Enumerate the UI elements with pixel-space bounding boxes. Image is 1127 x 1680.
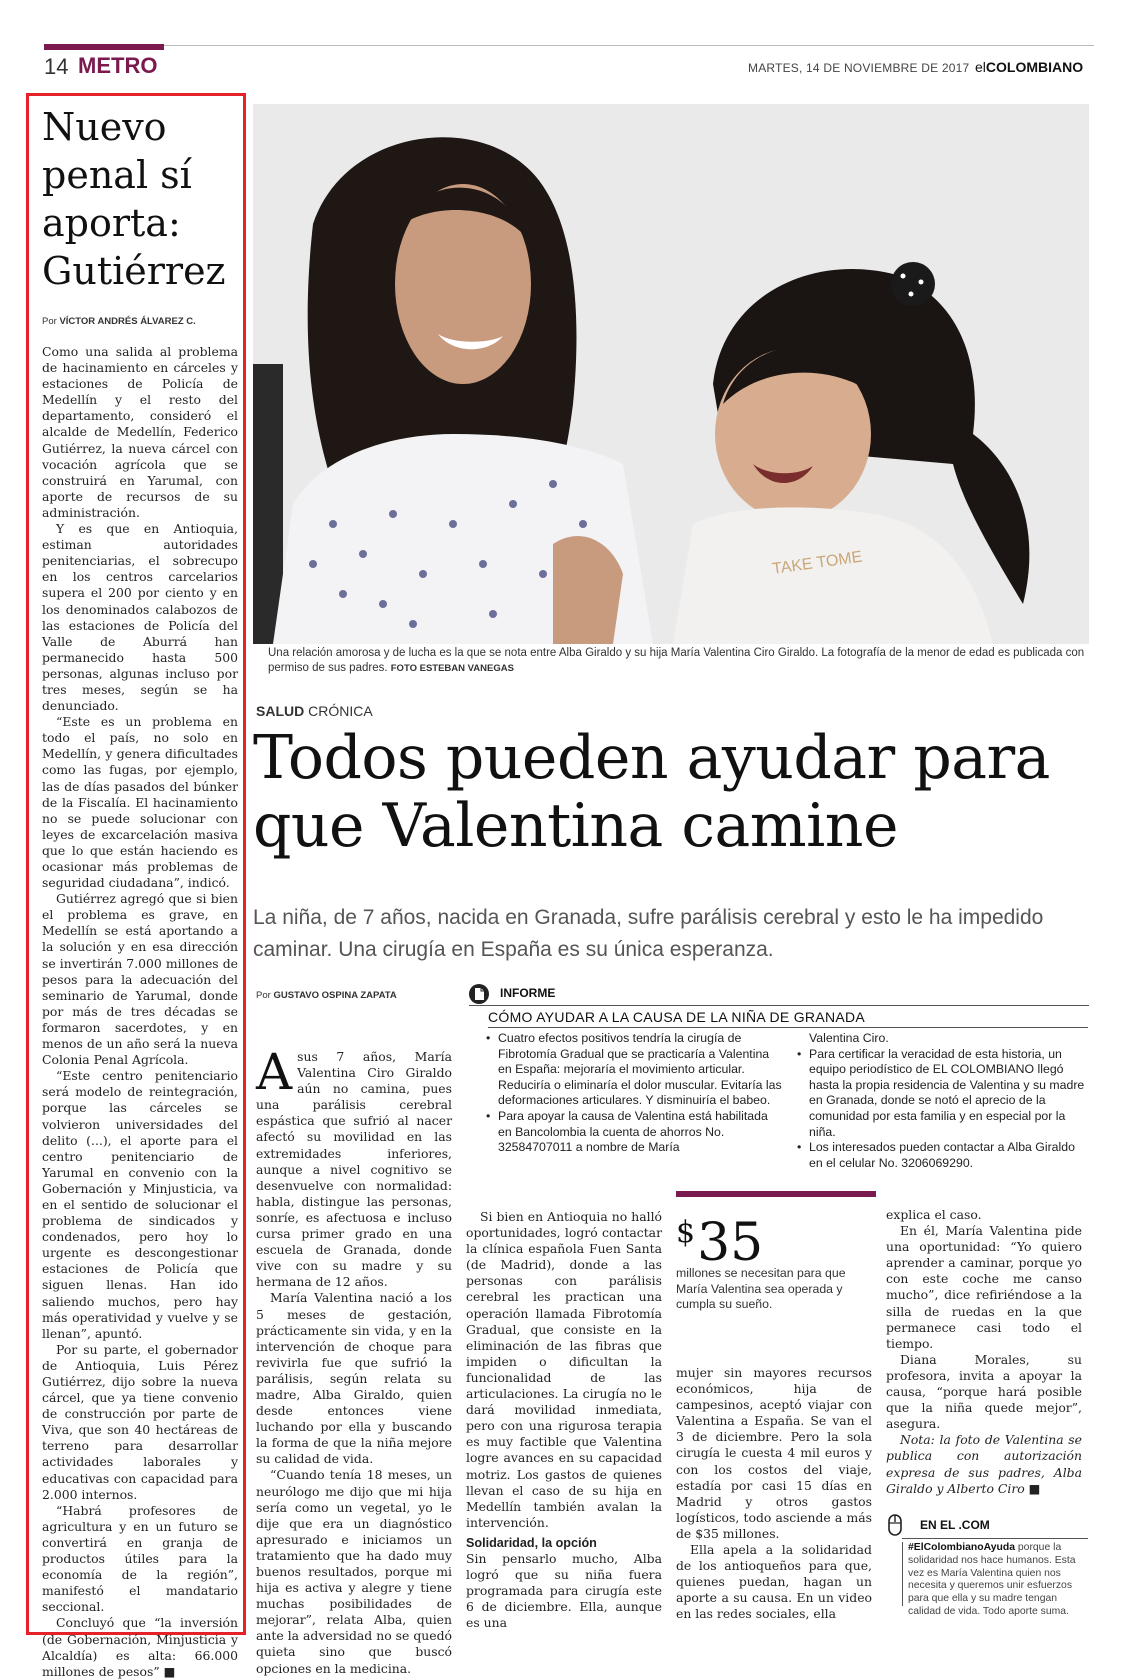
en-el-com-text: [902, 1542, 1090, 1619]
en-el-com-body: porque la solidaridad nos hace humanos. Esta vez es María Valentina quien nos necesita y queremos unir esfuerzos para que ella y su madre tengan calidad de vida. Todo aporte suma.: [908, 1542, 1076, 1617]
mouse-icon: [886, 1513, 904, 1537]
main-photo: [253, 104, 1089, 644]
en-el-com-rule: [902, 1538, 1088, 1539]
caption-text: Una relación amorosa y de lucha es la que se nota entre Alba Giraldo y su hija María Valentina Ciro Giraldo. La fotografía de la menor de edad es publicada con permiso de sus padres.: [268, 647, 1085, 674]
story-column-4: [886, 1207, 1082, 1497]
paragraph: Gutiérrez agregó que si bien el problema es grave, en Medellín se está aportando a la solución y en esa dirección se invertirán 7.000 millones de pesos para la adecuación del seminario de Yarumal, donde por más de tres décadas se formaron sacerdotes, y en menos de un año será la nueva Colonia Penal Agrícola.: [42, 891, 238, 1068]
story-section-label: [256, 703, 373, 719]
masthead-name: COLOMBIANO: [985, 59, 1084, 75]
publication-date: MARTES, 14 DE NOVIEMBRE DE 2017: [748, 61, 970, 75]
paragraph: “Cuando tenía 18 meses, un neurólogo me dijo que mi hija sería como un vegetal, yo le dije que era un diagnóstico apresurado e iniciamos un tratamiento que ha dado muy buenos resultados, porque mi hija es activa y alegre y tiene muchas posibilidades de mejorar”, relata Alba, quien ante la adversidad no se quedó quieta sino que buscó opciones en la medicina.: [256, 1467, 452, 1676]
main-subhead: La niña, de 7 años, nacida en Granada, sufre parálisis cerebral y esto le ha impedido caminar. Una cirugía en España es su única esperanza.: [253, 906, 1044, 961]
byline-author: VÍCTOR ANDRÉS ÁLVAREZ C.: [59, 316, 196, 327]
paragraph: Si bien en Antioquia no halló oportunidades, logró contactar la clínica española Fuen Santa (de Madrid), donde a las personas con parálisis cerebral les practican una operación llamada Fibrotomía Gradual, que consiste en la eliminación de las fibras que impiden o dificultan la funcionalidad de las articulaciones. La cirugía no le dará movilidad inmediata, pero con una rigurosa terapia es muy factible que Valentina logre avances en su capacidad motriz. Los gastos de quienes llevan el caso de su hija en Medellín también avalan la intervención.: [466, 1209, 662, 1530]
photo-illustration: [253, 104, 1089, 644]
stat-accent-bar: [676, 1191, 876, 1197]
photo-credit: FOTO ESTEBAN VANEGAS: [390, 663, 514, 674]
informe-item-continuation: Valentina Ciro.: [809, 1031, 889, 1045]
informe-item: • Los interesados pueden contactar a Alba Giraldo en el celular No. 3206069290.: [797, 1140, 1089, 1171]
story-subtitle: Solidaridad, la opción: [466, 1535, 597, 1550]
stat-number: 35: [697, 1213, 764, 1273]
byline-prefix: Por: [42, 316, 57, 327]
paragraph: Diana Morales, su profesora, invita a apoyar la causa, “porque hará posible que la niña quede mejor”, asegura.: [886, 1351, 1082, 1432]
byline-prefix: Por: [256, 990, 271, 1001]
section-name: METRO: [78, 53, 158, 78]
document-icon: [469, 984, 489, 1004]
paragraph: Concluyó que “la inversión (de Gobernación, Minjusticia y Alcaldía) es alta: 66.000 millones de pesos” ■: [42, 1615, 238, 1679]
left-story-byline: [42, 316, 196, 327]
page-number: 14: [44, 54, 69, 79]
story-column-1: [256, 1043, 452, 1677]
en-el-com-label: EN EL .COM: [920, 1518, 990, 1532]
informe-column-2: [797, 1031, 1089, 1171]
section-accent-bar: [44, 44, 164, 50]
hashtag[interactable]: #ElColombianoAyuda: [908, 1542, 1015, 1553]
story-column-2: [466, 1209, 662, 1631]
left-story-headline: Nuevo penal sí aporta: Gutiérrez: [42, 105, 226, 293]
informe-rule: [469, 1005, 1089, 1006]
masthead-prefix: el: [975, 59, 986, 75]
paragraph: mujer sin mayores recursos económicos, hija de campesinos, aceptó viajar con Valentina a España. Se van el 3 de diciembre. Pero la sola cirugía le cuesta 4 mil euros y con los costos del viaje, estadía por casi 15 días en Madrid y otros gastos logísticos, todo asciende a más de $35 millones.: [676, 1365, 872, 1541]
informe-column-1: [486, 1031, 784, 1156]
paragraph: En él, María Valentina pide una oportunidad: “Yo quiero aprender a caminar, porque yo con este coche me canso mucho”, dice refiriéndose a la silla de ruedas en la que permanece casi todo el tiempo.: [886, 1223, 1082, 1351]
informe-item: • Para certificar la veracidad de esta historia, un equipo periodístico de EL COLOMBIANO llegó hasta la propia residencia de Valentina y su madre en Granada, donde se notó el aprecio de la comunidad por esta familia y en especial por la niña.: [797, 1047, 1089, 1141]
left-story-body: [42, 344, 238, 1680]
photo-caption: [268, 646, 1088, 676]
stat-currency: $: [676, 1215, 696, 1250]
paragraph: Y es que en Antioquia, estiman autoridades penitenciarias, el sobrecupo en los centros carcelarios supera el 200 por ciento y en los denominados calabozos de las estaciones de Policía del Valle de Aburrá han permanecido hasta 500 personas, algunas incluso por tres meses, según se ha denunciado.: [42, 521, 238, 714]
header-rule: [44, 45, 1094, 46]
section-label-light: CRÓNICA: [308, 703, 373, 719]
informe-item: • Para apoyar la causa de Valentina está habilitada en Bancolombia la cuenta de ahorros No. 32584707011 a nombre de María: [486, 1109, 784, 1156]
story-column-3: [676, 1365, 872, 1623]
paragraph: Por su parte, el gobernador de Antioquia, Luis Pérez Gutiérrez, dijo sobre la nueva cárcel, que ya tiene convenio de construcción por parte de Viva, que son 40 hectáreas de terreno para desarrollar actividades laborales y educativas con capacidad para 2.000 internos.: [42, 1341, 238, 1502]
shirt-text: TAKE TOME: [771, 548, 864, 578]
stat-description: millones se necesitan para que María Valentina sea operada y cumpla su sueño.: [676, 1266, 846, 1312]
byline-author: GUSTAVO OSPINA ZAPATA: [273, 990, 397, 1001]
main-byline: [256, 990, 397, 1001]
paragraph: María Valentina nació a los 5 meses de gestación, prácticamente sin vida, y en la intervención de choque para revivirla fue que sufrió la parálisis, según relata su madre, Alba Giraldo, quien desde entonces viene luchando por ella y buscando la forma de que la niña mejore su calidad de vida.: [256, 1290, 452, 1467]
paragraph: “Este centro penitenciario será modelo de reintegración, porque las cárceles se volvieron universidades del delito (...), el aporte para el centro penitenciario de Yarumal en convenio con la Gobernación y Minjusticia, va en el sentido de solucionar el problema de sindicados y condenados, pero hoy lo urgente es descongestionar estaciones de Policía que siguen llenas. Han ido saliendo muchos, pero hay más operatividad y vuelve y se llenan”, apuntó.: [42, 1068, 238, 1341]
paragraph: [256, 1043, 452, 1290]
paragraph: “Habrá profesores de agricultura y en un futuro se convertirá en granja de productos útiles para la economía de la región”, manifestó el mandatario seccional.: [42, 1502, 238, 1615]
paragraph: Como una salida al problema de hacinamiento en cárceles y estaciones de Policía de Medellín y el resto del departamento, consideró el alcalde de Medellín, Federico Gutiérrez, la nueva cárcel con vocación agrícola que se construirá en Yarumal, con aporte de recursos de su administración.: [42, 344, 238, 520]
informe-title: CÓMO AYUDAR A LA CAUSA DE LA NIÑA DE GRANADA: [488, 1009, 866, 1025]
informe-label: INFORME: [500, 986, 556, 1000]
main-headline: Todos pueden ayudar para que Valentina camine: [253, 723, 1050, 861]
section-label-bold: SALUD: [256, 703, 305, 719]
paragraph: explica el caso.: [886, 1207, 982, 1222]
paragraph-text: sus 7 años, María Valentina Ciro Giraldo aún no camina, pues una parálisis cerebral espástica que sufrió al nacer afectó su movilidad en las extremidades inferiores, aunque a nivel cognitivo se desenvuelve con normalidad: habla, distingue las personas, sonríe, es afectuosa e incluso cursa primer grado en una escuela de Granada, donde vive con su madre y su hermana de 12 años.: [256, 1049, 452, 1290]
masthead-logo: [975, 59, 1083, 75]
stat-value: [676, 1205, 763, 1271]
paragraph: “Este es un problema en todo el país, no solo en Medellín, y genera dificultades como las fugas, por ejemplo, las de días pasados del búnker de la Fiscalía. El hacinamiento no se puede solucionar con leyes de excarcelación masiva que lo que están haciendo es ocasionar más problemas de seguridad ciudadana”, indicó.: [42, 714, 238, 891]
informe-item: • Cuatro efectos positivos tendría la cirugía de Fibrotomía Gradual que se practicaría a Valentina en España: mejoraría el movimiento articular. Reduciría o eliminaría el dolor muscular. Evitaría las deformaciones articulares. Y disminuiría el babeo.: [486, 1031, 784, 1109]
informe-title-rule: [488, 1027, 1088, 1028]
drop-cap: A: [256, 1043, 293, 1101]
editor-note: Nota: la foto de Valentina se publica con autorización expresa de sus padres, Alba Giraldo y Alberto Ciro ■: [886, 1432, 1082, 1496]
paragraph: Ella apela a la solidaridad de los antioqueños para que, quienes puedan, hagan un aporte a su causa. En un video en las redes sociales, ella: [676, 1542, 872, 1622]
paragraph: Sin pensarlo mucho, Alba logró que su niña fuera programada para cirugía este 6 de diciembre. Ella, aunque es una: [466, 1550, 662, 1631]
